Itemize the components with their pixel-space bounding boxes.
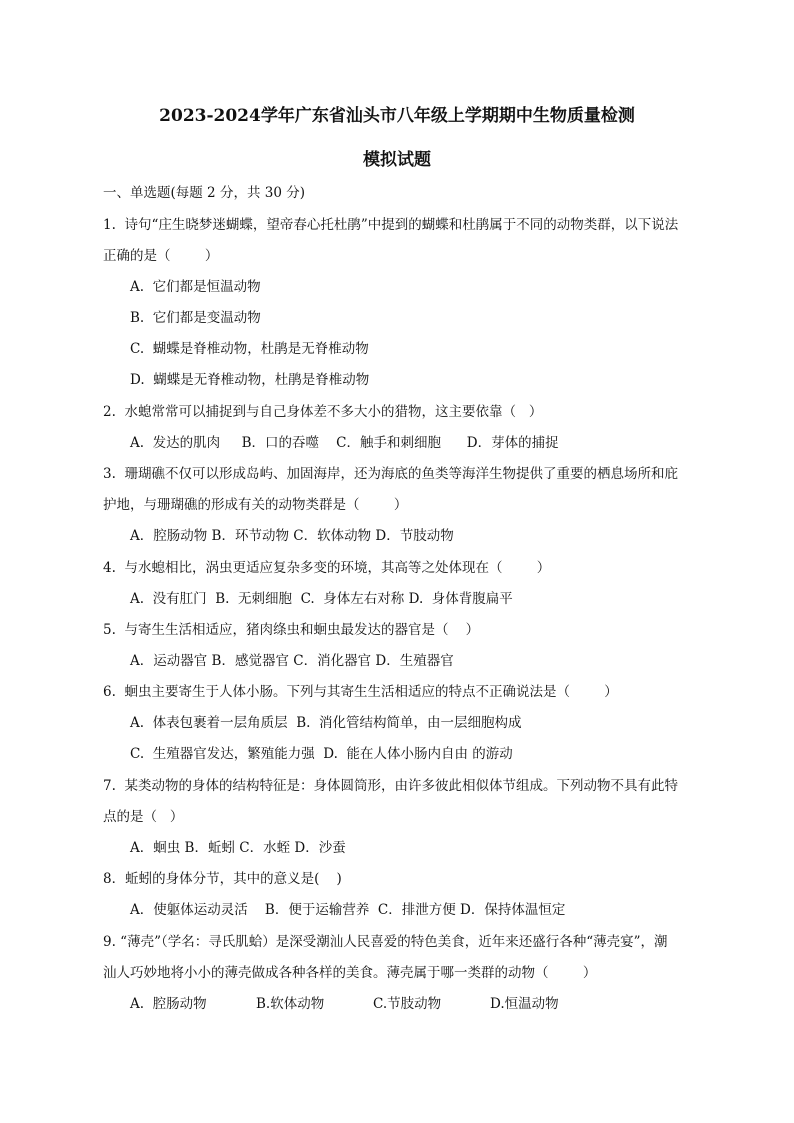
question-9-text: 9. “薄壳”（学名：寻氏肌蛤）是深受潮汕人民喜爱的特色美食，近年来还盛行各种“薄壳宴”，潮 xyxy=(103,934,668,950)
question-6-options-cd: C. 生殖器官发达，繁殖能力强 D. 能在人体小肠内自由 的游动 xyxy=(130,746,513,762)
question-3-options: A．腔肠动物 B．环节动物 C．软体动物 D．节肢动物 xyxy=(130,528,454,544)
question-9-text-cont: 汕人巧妙地将小小的薄壳做成各种各样的美食。薄壳属于哪一类群的动物（ ） xyxy=(103,965,597,981)
question-1-option-c: C. 蝴蝶是脊椎动物，杜鹃是无脊椎动物 xyxy=(130,341,369,357)
question-9-option-b: B.软体动物 xyxy=(256,996,325,1012)
question-4-text: 4. 与水螅相比，涡虫更适应复杂多变的环境，其高等之处体现在（ ） xyxy=(103,560,551,576)
question-6-text: 6. 蛔虫主要寄生于人体小肠。下列与其寄生生活相适应的特点不正确说法是（ ） xyxy=(103,684,618,700)
exam-subtitle: 模拟试题 xyxy=(363,150,431,170)
question-5-options: A．运动器官 B．感觉器官 C．消化器官 D．生殖器官 xyxy=(130,653,454,669)
question-1-text-cont: 正确的是（ ） xyxy=(103,248,219,264)
question-7-options: A．蛔虫 B．蚯蚓 C．水蛭 D．沙蚕 xyxy=(130,840,346,856)
question-1-option-d: D. 蝴蝶是无脊椎动物，杜鹃是脊椎动物 xyxy=(130,372,370,388)
question-8-text: 8．蚯蚓的身体分节，其中的意义是( ) xyxy=(103,871,342,887)
question-1-text: 1. 诗句“庄生晓梦迷蝴蝶，望帝春心托杜鹃”中提到的蝴蝶和杜鹃属于不同的动物类群，以下说法 xyxy=(103,217,679,233)
question-8-options: A．使躯体运动灵活 B．便于运输营养 C．排泄方便 D．保持体温恒定 xyxy=(130,902,566,918)
question-3-text: 3. 珊瑚礁不仅可以形成岛屿、加固海岸，还为海底的鱼类等海洋生物提供了重要的栖息场所和庇 xyxy=(103,466,678,482)
question-3-text-cont: 护地，与珊瑚礁的形成有关的动物类群是（ ） xyxy=(103,497,408,513)
question-5-text: 5. 与寄生生活相适应，猪肉绦虫和蛔虫最发达的器官是（ ） xyxy=(103,622,480,638)
question-2-options: A. 发达的肌肉 B．口的吞噬 C．触手和刺细胞 D．芽体的捕捉 xyxy=(130,435,559,451)
section-heading: 一、单选题(每题 2 分，共 30 分) xyxy=(103,185,305,201)
question-9-option-c: C.节肢动物 xyxy=(373,996,442,1012)
question-9-option-a: A. 腔肠动物 xyxy=(130,996,207,1012)
question-9-option-d: D.恒温动物 xyxy=(490,996,559,1012)
question-1-option-b: B. 它们都是变温动物 xyxy=(130,310,261,326)
question-7-text: 7. 某类动物的身体的结构特征是：身体圆筒形，由许多彼此相似体节组成。下列动物不具有此特 xyxy=(103,778,678,794)
question-1-option-a: A. 它们都是恒温动物 xyxy=(130,279,261,295)
question-4-options: A. 没有肛门 B. 无刺细胞 C. 身体左右对称 D. 身体背腹扁平 xyxy=(130,591,513,607)
question-7-text-cont: 点的是（ ） xyxy=(103,809,184,825)
exam-title: 2023-2024学年广东省汕头市八年级上学期期中生物质量检测 xyxy=(159,106,635,126)
question-2-text: 2. 水螅常常可以捕捉到与自己身体差不多大小的猎物，这主要依靠（ ） xyxy=(103,404,543,420)
question-6-options-ab: A. 体表包裹着一层角质层 B. 消化管结构简单，由一层细胞构成 xyxy=(130,715,522,731)
